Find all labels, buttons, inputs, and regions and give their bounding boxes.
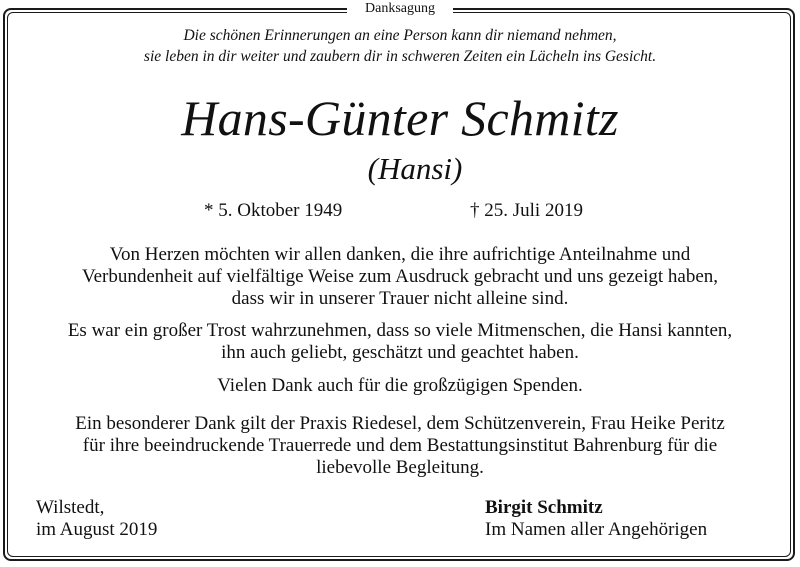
signer-name: Birgit Schmitz: [485, 497, 603, 518]
paragraph-line: für ihre beeindruckende Trauerrede und dem Bestattungsinstitut Bahrenburg für die: [82, 435, 718, 456]
paragraph-line: Es war ein großer Trost wahrzunehmen, dass so viele Mitmenschen, die Hansi kannten,: [67, 320, 733, 341]
deceased-name: Hans-Günter Schmitz: [181, 90, 619, 146]
date: im August 2019: [36, 519, 158, 540]
memorial-quote: [0, 25, 800, 67]
thanks-paragraph: [0, 244, 800, 310]
quote-line: sie leben in dir weiter und zaubern dir in schweren Zeiten ein Lächeln ins Gesicht.: [143, 48, 657, 65]
paragraph-line: ihn auch geliebt, geschätzt und geachtet haben.: [221, 342, 579, 363]
paragraph-line: dass wir in unserer Trauer nicht alleine sind.: [231, 288, 569, 309]
paragraph-line: Von Herzen möchten wir allen danken, die ihre aufrichtige Anteilnahme und: [109, 244, 691, 265]
comfort-paragraph: [0, 320, 800, 364]
donations-paragraph: [0, 375, 800, 397]
special-thanks-paragraph: [0, 413, 800, 479]
deceased-nickname: (Hansi): [367, 151, 463, 186]
signer-note: Im Namen aller Angehörigen: [485, 519, 708, 540]
paragraph-line: liebevolle Begleitung.: [316, 457, 484, 478]
paragraph-line: Vielen Dank auch für die großzügigen Spenden.: [217, 375, 583, 396]
place: Wilstedt,: [36, 497, 105, 518]
place-and-date: [36, 497, 157, 541]
signature-block: [485, 497, 707, 541]
quote-line: Die schönen Erinnerungen an eine Person kann dir niemand nehmen,: [183, 27, 617, 44]
paragraph-line: Verbundenheit auf vielfältige Weise zum Ausdruck gebracht und uns gezeigt haben,: [82, 266, 718, 287]
birth-date: * 5. Oktober 1949: [204, 200, 343, 221]
paragraph-line: Ein besonderer Dank gilt der Praxis Riedesel, dem Schützenverein, Frau Heike Peritz: [75, 413, 725, 434]
death-date: † 25. Juli 2019: [470, 200, 583, 221]
notice-header-label: Danksagung: [347, 0, 453, 18]
